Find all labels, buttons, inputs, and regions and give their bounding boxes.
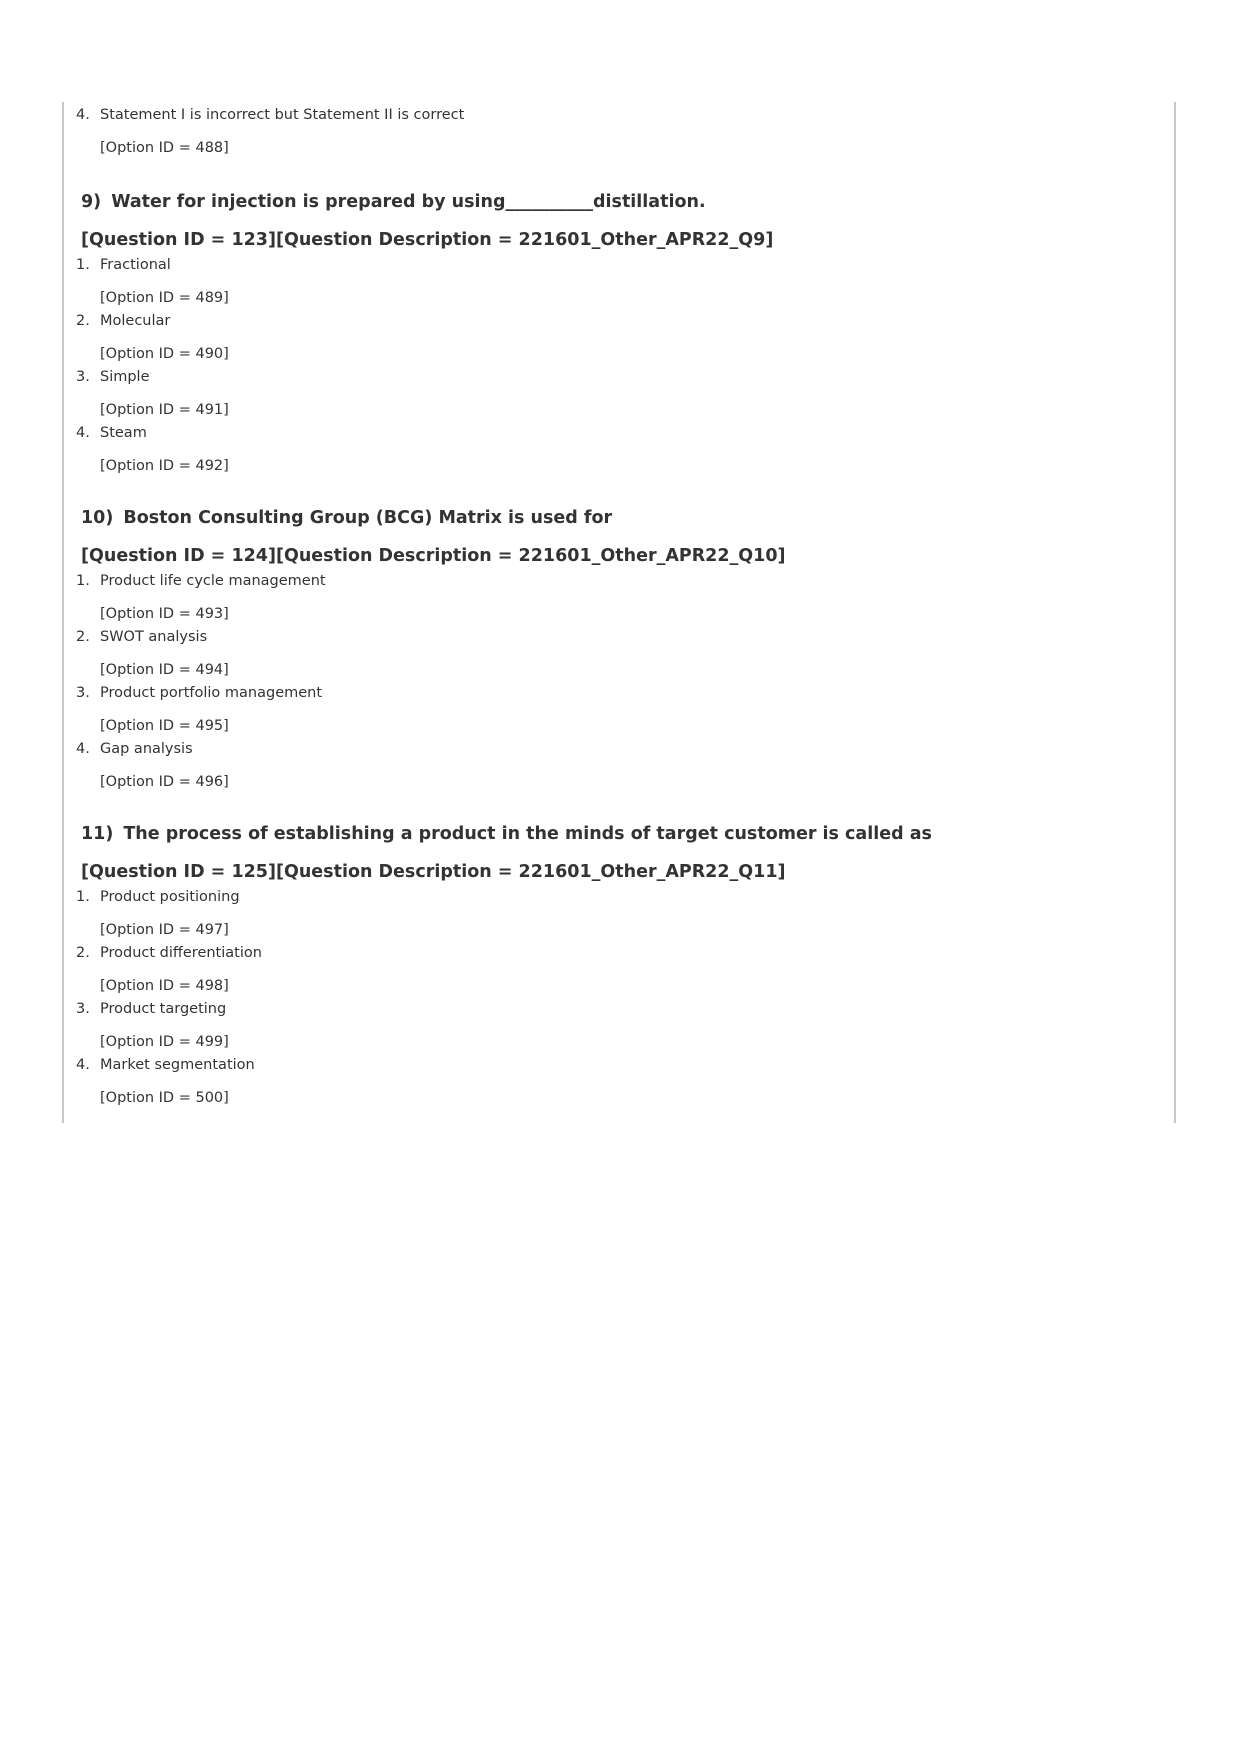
q10-option-2-id: [Option ID = 494]	[100, 662, 229, 678]
q10-option-4-id: [Option ID = 496]	[100, 774, 229, 790]
option-text: Product life cycle management	[100, 573, 326, 589]
option-number: 1.	[76, 257, 90, 273]
question-number: 9)	[81, 192, 102, 212]
option-text: Statement I is incorrect but Statement II is correct	[100, 107, 465, 123]
question-text: Water for injection is prepared by using__________distillation.	[111, 192, 706, 212]
question-text: The process of establishing a product in the minds of target customer is called as	[123, 824, 932, 844]
q9-option-1	[76, 256, 171, 274]
q9-option-4-id: [Option ID = 492]	[100, 458, 229, 474]
option-text: Simple	[100, 369, 150, 385]
option-number: 3.	[76, 685, 90, 701]
barcode-band	[62, 1123, 1176, 1274]
q9-title	[81, 191, 706, 213]
question-text: Boston Consulting Group (BCG) Matrix is used for	[123, 508, 613, 528]
q8-option-4-id: [Option ID = 488]	[100, 140, 229, 156]
q11-option-4-id: [Option ID = 500]	[100, 1090, 229, 1106]
q11-option-1	[76, 888, 240, 906]
q11-title	[81, 823, 932, 845]
question-number: 10)	[81, 508, 114, 528]
option-text: Product differentiation	[100, 945, 262, 961]
option-number: 3.	[76, 1001, 90, 1017]
option-number: 4.	[76, 107, 90, 123]
option-text: Molecular	[100, 313, 171, 329]
q11-option-1-id: [Option ID = 497]	[100, 922, 229, 938]
option-text: Product portfolio management	[100, 685, 323, 701]
question-number: 11)	[81, 824, 114, 844]
option-number: 4.	[76, 1057, 90, 1073]
question-paper-frame	[62, 102, 1176, 1123]
option-text: SWOT analysis	[100, 629, 208, 645]
q8-option-4	[76, 106, 464, 124]
option-text: Product targeting	[100, 1001, 227, 1017]
q10-option-4	[76, 740, 193, 758]
q11-option-4	[76, 1056, 255, 1074]
q9-option-3-id: [Option ID = 491]	[100, 402, 229, 418]
q9-option-4	[76, 424, 147, 442]
option-number: 2.	[76, 945, 90, 961]
q9-meta: [Question ID = 123][Question Description = 221601_Other_APR22_Q9]	[81, 230, 774, 250]
q11-option-2	[76, 944, 262, 962]
q10-option-3	[76, 684, 322, 702]
q11-meta: [Question ID = 125][Question Description = 221601_Other_APR22_Q11]	[81, 862, 786, 882]
q9-option-2	[76, 312, 170, 330]
q10-meta: [Question ID = 124][Question Description = 221601_Other_APR22_Q10]	[81, 546, 786, 566]
option-text: Steam	[100, 425, 147, 441]
option-text: Product positioning	[100, 889, 240, 905]
q11-option-3	[76, 1000, 226, 1018]
q9-option-3	[76, 368, 150, 386]
option-number: 1.	[76, 889, 90, 905]
option-text: Market segmentation	[100, 1057, 255, 1073]
option-text: Fractional	[100, 257, 171, 273]
option-number: 3.	[76, 369, 90, 385]
option-text: Gap analysis	[100, 741, 193, 757]
q10-option-1-id: [Option ID = 493]	[100, 606, 229, 622]
option-number: 2.	[76, 629, 90, 645]
q9-option-2-id: [Option ID = 490]	[100, 346, 229, 362]
q10-option-3-id: [Option ID = 495]	[100, 718, 229, 734]
q9-option-1-id: [Option ID = 489]	[100, 290, 229, 306]
q11-option-3-id: [Option ID = 499]	[100, 1034, 229, 1050]
option-number: 2.	[76, 313, 90, 329]
option-number: 1.	[76, 573, 90, 589]
q10-option-1	[76, 572, 326, 590]
q10-title	[81, 507, 612, 529]
option-number: 4.	[76, 425, 90, 441]
option-number: 4.	[76, 741, 90, 757]
q11-option-2-id: [Option ID = 498]	[100, 978, 229, 994]
q10-option-2	[76, 628, 207, 646]
